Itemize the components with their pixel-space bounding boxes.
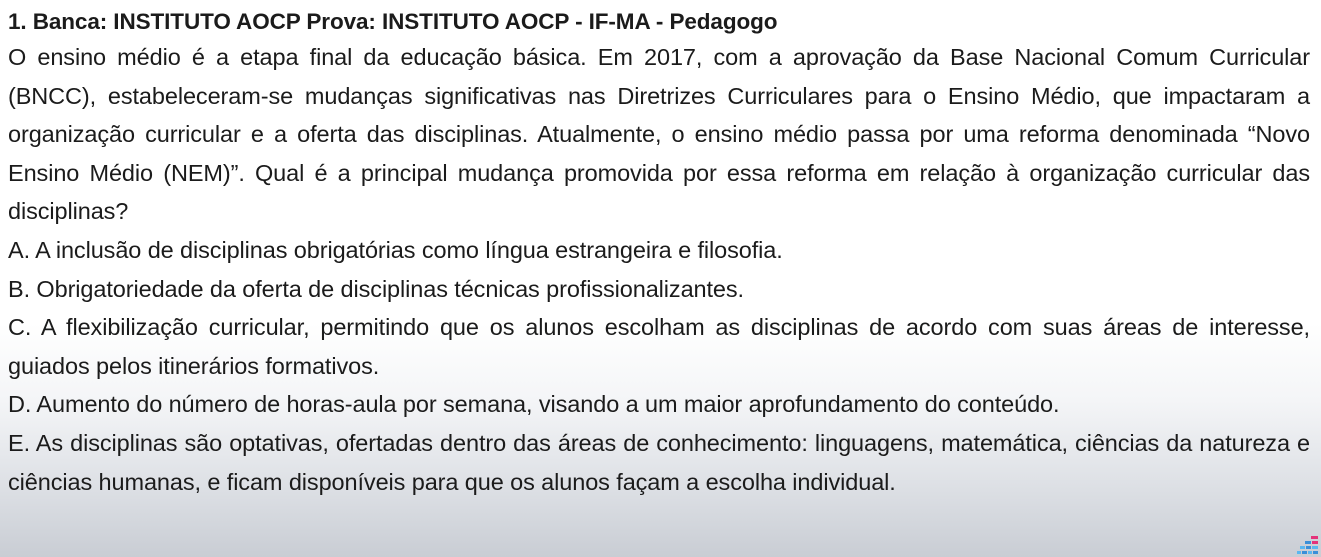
channel-logo-icon — [1297, 536, 1319, 554]
option-a: A. A inclusão de disciplinas obrigatórias como língua estrangeira e filosofia. — [8, 236, 783, 263]
option-b: B. Obrigatoriedade da oferta de disciplinas técnicas profissionalizantes. — [8, 275, 744, 302]
option-d: D. Aumento do número de horas-aula por semana, visando a um maior aprofundamento do conteúdo. — [8, 391, 1060, 418]
question-stem: O ensino médio é a etapa final da educação básica. Em 2017, com a aprovação da Base Nacional Comum Curricular (BNCC), estabeleceram-se mudanças significativas nas Diretrizes Curriculares para o Ensino Médio, que impactaram a organização curricular e a oferta das disciplinas. Atualmente, o ensino médio passa por uma reforma denominada “Novo Ensino Médio (NEM)”. Qual é a principal mudança promovida por essa reforma em relação à organização curricular das disciplinas? — [8, 44, 1310, 225]
question-title: 1. Banca: INSTITUTO AOCP Prova: INSTITUTO AOCP - IF-MA - Pedagogo — [8, 9, 778, 34]
question-block — [8, 6, 1310, 501]
answer-options — [8, 231, 1310, 501]
option-c: C. A flexibilização curricular, permitindo que os alunos escolham as disciplinas de acordo com suas áreas de interesse, guiados pelos itinerários formativos. — [8, 314, 1310, 379]
option-e: E. As disciplinas são optativas, ofertadas dentro das áreas de conhecimento: linguagens, matemática, ciências da natureza e ciências humanas, e ficam disponíveis para que os alunos façam a escolha individual. — [8, 429, 1310, 495]
